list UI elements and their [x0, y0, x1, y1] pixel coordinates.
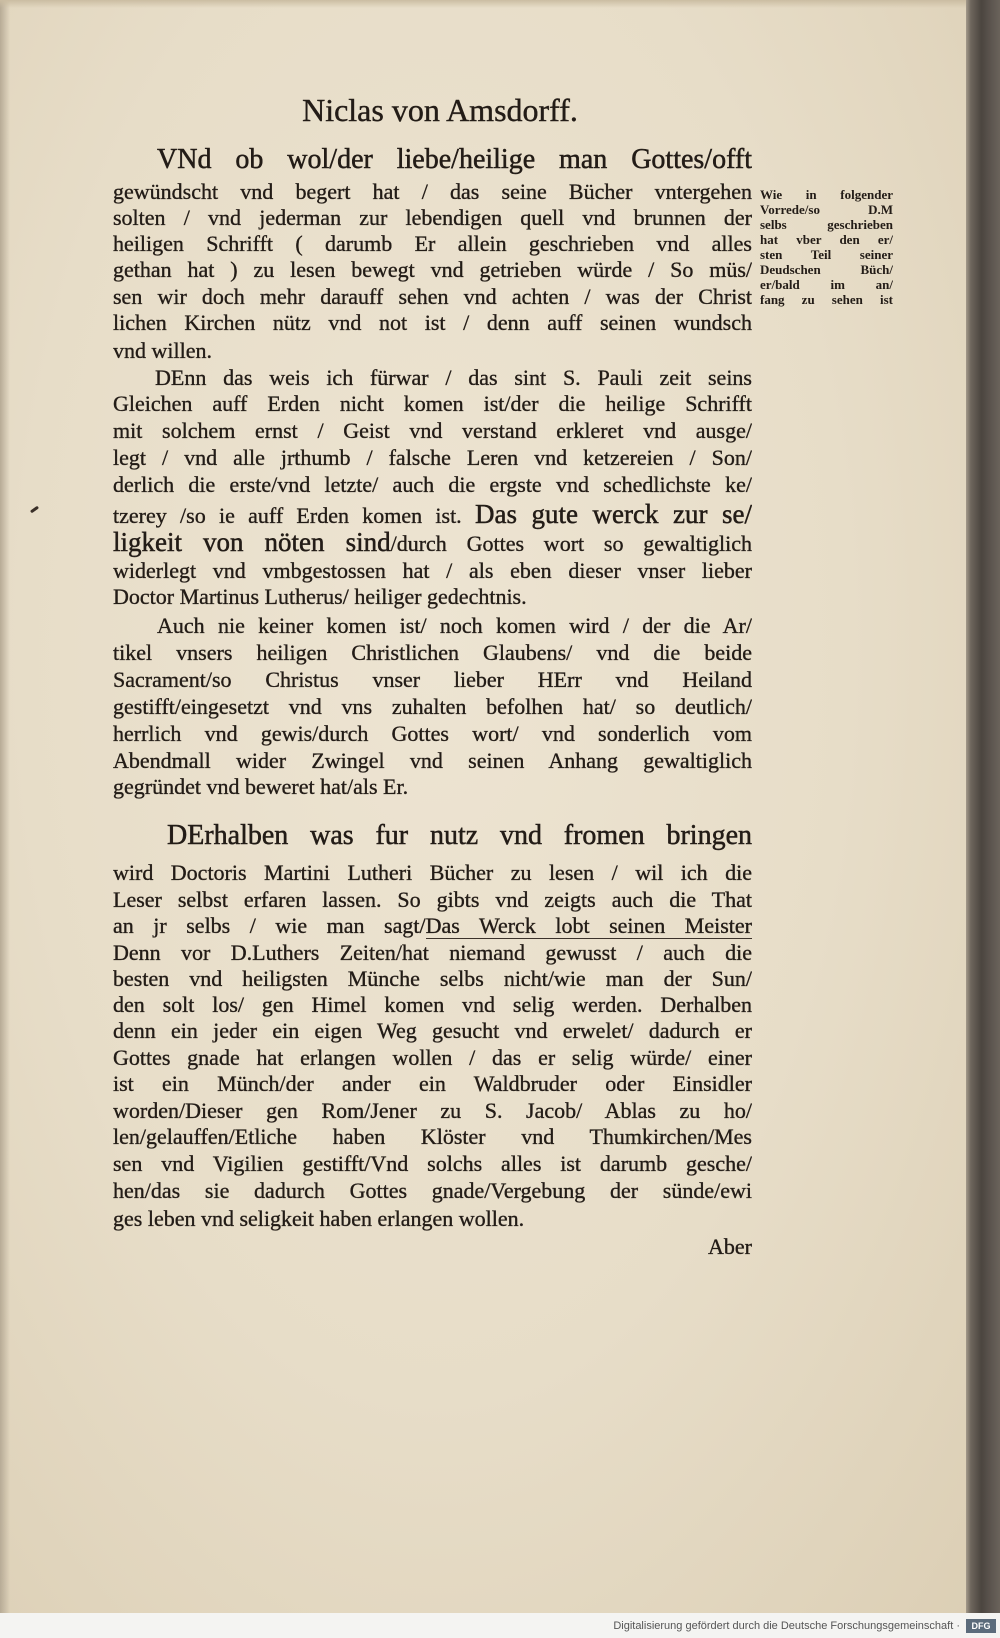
text-line: besten vnd heiligsten Münche selbs nicht/wie man der Sun/ — [113, 966, 752, 991]
marginal-note-line: fang zu sehen ist — [760, 292, 893, 307]
emphasis-text: Das gute werck zur se/ — [474, 499, 752, 529]
text-line: DErhalben was fur nutz vnd fromen bringen — [167, 820, 752, 851]
text-line: mit solchem ernst / Geist vnd verstand erkleret vnd ausge/ — [113, 418, 752, 443]
text-line: Abendmall wider Zwingel vnd seinen Anhang gewaltiglich — [113, 748, 752, 773]
text-line — [113, 911, 752, 941]
marginal-note-line: sten Teil seiner — [760, 247, 893, 262]
text-line: heiligen Schrifft ( darumb Er allein geschrieben vnd alles — [113, 231, 752, 256]
line-text: /durch Gottes wort so gewaltiglich — [390, 531, 752, 556]
line-text: an jr selbs / wie man sagt/ — [113, 913, 426, 938]
marginal-note-line: selbs geschrieben — [760, 217, 893, 232]
text-line: gethan hat ) zu lesen bewegt vnd getrieben würde / So müs/ — [113, 257, 752, 282]
text-line: gewündscht vnd begert hat / das seine Bücher vntergehen — [113, 179, 752, 204]
text-line: Gleichen auff Erden nicht komen ist/der die heilige Schrifft — [113, 391, 752, 416]
page-left-shadow — [0, 0, 10, 1613]
text-line: Auch nie keiner komen ist/ noch komen wird / der die Ar/ — [157, 613, 752, 638]
text-line: hen/das sie dadurch Gottes gnade/Vergebung der sünde/ewi — [113, 1178, 752, 1203]
text-line: derlich die erste/vnd letzte/ auch die ergste vnd schedlichste ke/ — [113, 472, 752, 497]
dfg-logo[interactable]: DFG — [966, 1619, 996, 1633]
text-line: herrlich vnd gewis/durch Gottes wort/ vnd sonderlich vom — [113, 721, 752, 746]
text-line: vnd willen. — [113, 338, 212, 363]
text-line: solten / vnd jederman zur lebendigen quell vnd brunnen der — [113, 205, 752, 230]
text-line — [113, 524, 752, 560]
text-line: Gottes gnade hat erlangen wollen / das er selig würde/ einer — [113, 1045, 752, 1070]
text-line: sen vnd Vigilien gestifft/Vnd solchs alles ist darumb gesche/ — [113, 1151, 752, 1176]
text-line: legt / vnd alle jrthumb / falsche Leren vnd ketzereien / Son/ — [113, 445, 752, 470]
text-line: tikel vnsers heiligen Christlichen Glaubens/ vnd die beide — [113, 640, 752, 665]
handwritten-underline-text: Das Werck lobt seinen Meister — [425, 913, 752, 938]
running-head: Niclas von Amsdorff. — [302, 92, 578, 128]
line-text: tzerey /so ie auff Erden komen ist. — [113, 503, 462, 528]
text-line: DEnn das weis ich fürwar / das sint S. Pauli zeit seins — [155, 365, 752, 390]
footer-credit: Digitalisierung gefördert durch die Deutsche Forschungsgemeinschaft · — [613, 1620, 960, 1632]
text-line: ges leben vnd seligkeit haben erlangen wollen. — [113, 1206, 525, 1231]
text-line: sen wir doch mehr darauff sehen vnd achten / was der Christ — [113, 284, 752, 309]
text-line: worden/Dieser gen Rom/Jener zu S. Jacob/ Ablas zu ho/ — [113, 1098, 752, 1123]
marginal-note-line: er/bald im an/ — [760, 277, 893, 292]
text-line: wird Doctoris Martini Lutheri Bücher zu lesen / wil ich die — [113, 860, 752, 885]
text-line: Sacrament/so Christus vnser lieber HErr vnd Heiland — [113, 667, 752, 692]
book-edge — [966, 0, 1000, 1613]
text-line: Denn vor D.Luthers Zeiten/hat niemand gewusst / auch die — [113, 940, 752, 965]
text-line: gegründet vnd beweret hat/als Er. — [113, 774, 409, 799]
text-line: widerlegt vnd vmbgestossen hat / als eben dieser vnser lieber — [113, 558, 752, 583]
text-line: Leser selbst erfaren lassen. So gibts vnd zeigts auch die That — [113, 887, 752, 912]
text-line: Doctor Martinus Lutherus/ heiliger gedechtnis. — [113, 584, 527, 609]
text-line: VNd ob wol/der liebe/heilige man Gottes/offt — [157, 144, 752, 175]
text-line: den solt los/ gen Himel komen vnd selig werden. Derhalben — [113, 992, 752, 1017]
emphasis-text: ligkeit von nöten sind — [113, 527, 391, 557]
footer-bar — [0, 1613, 1000, 1638]
marginal-note-line: Deudschen Büch/ — [760, 262, 893, 277]
text-line: ist ein Münch/der ander ein Waldbruder oder Einsidler — [113, 1071, 752, 1096]
page-top-shadow — [0, 0, 968, 8]
text-line: denn ein jeder ein eigen Weg gesucht vnd erwelet/ dadurch er — [113, 1018, 752, 1043]
marginal-note-line: hat vber den er/ — [760, 232, 893, 247]
text-line: gestifft/eingesetzt vnd vns zuhalten befolhen hat/ so deutlich/ — [113, 694, 752, 719]
catchword: Aber — [708, 1234, 752, 1259]
text-line: lichen Kirchen nütz vnd not ist / denn auff seinen wundsch — [113, 310, 752, 335]
marginal-note-line: Wie in folgender — [760, 187, 893, 202]
marginal-note-line: Vorrede/so D.M — [760, 202, 893, 217]
text-line: len/gelauffen/Etliche haben Klöster vnd Thumkirchen/Mes — [113, 1124, 752, 1149]
